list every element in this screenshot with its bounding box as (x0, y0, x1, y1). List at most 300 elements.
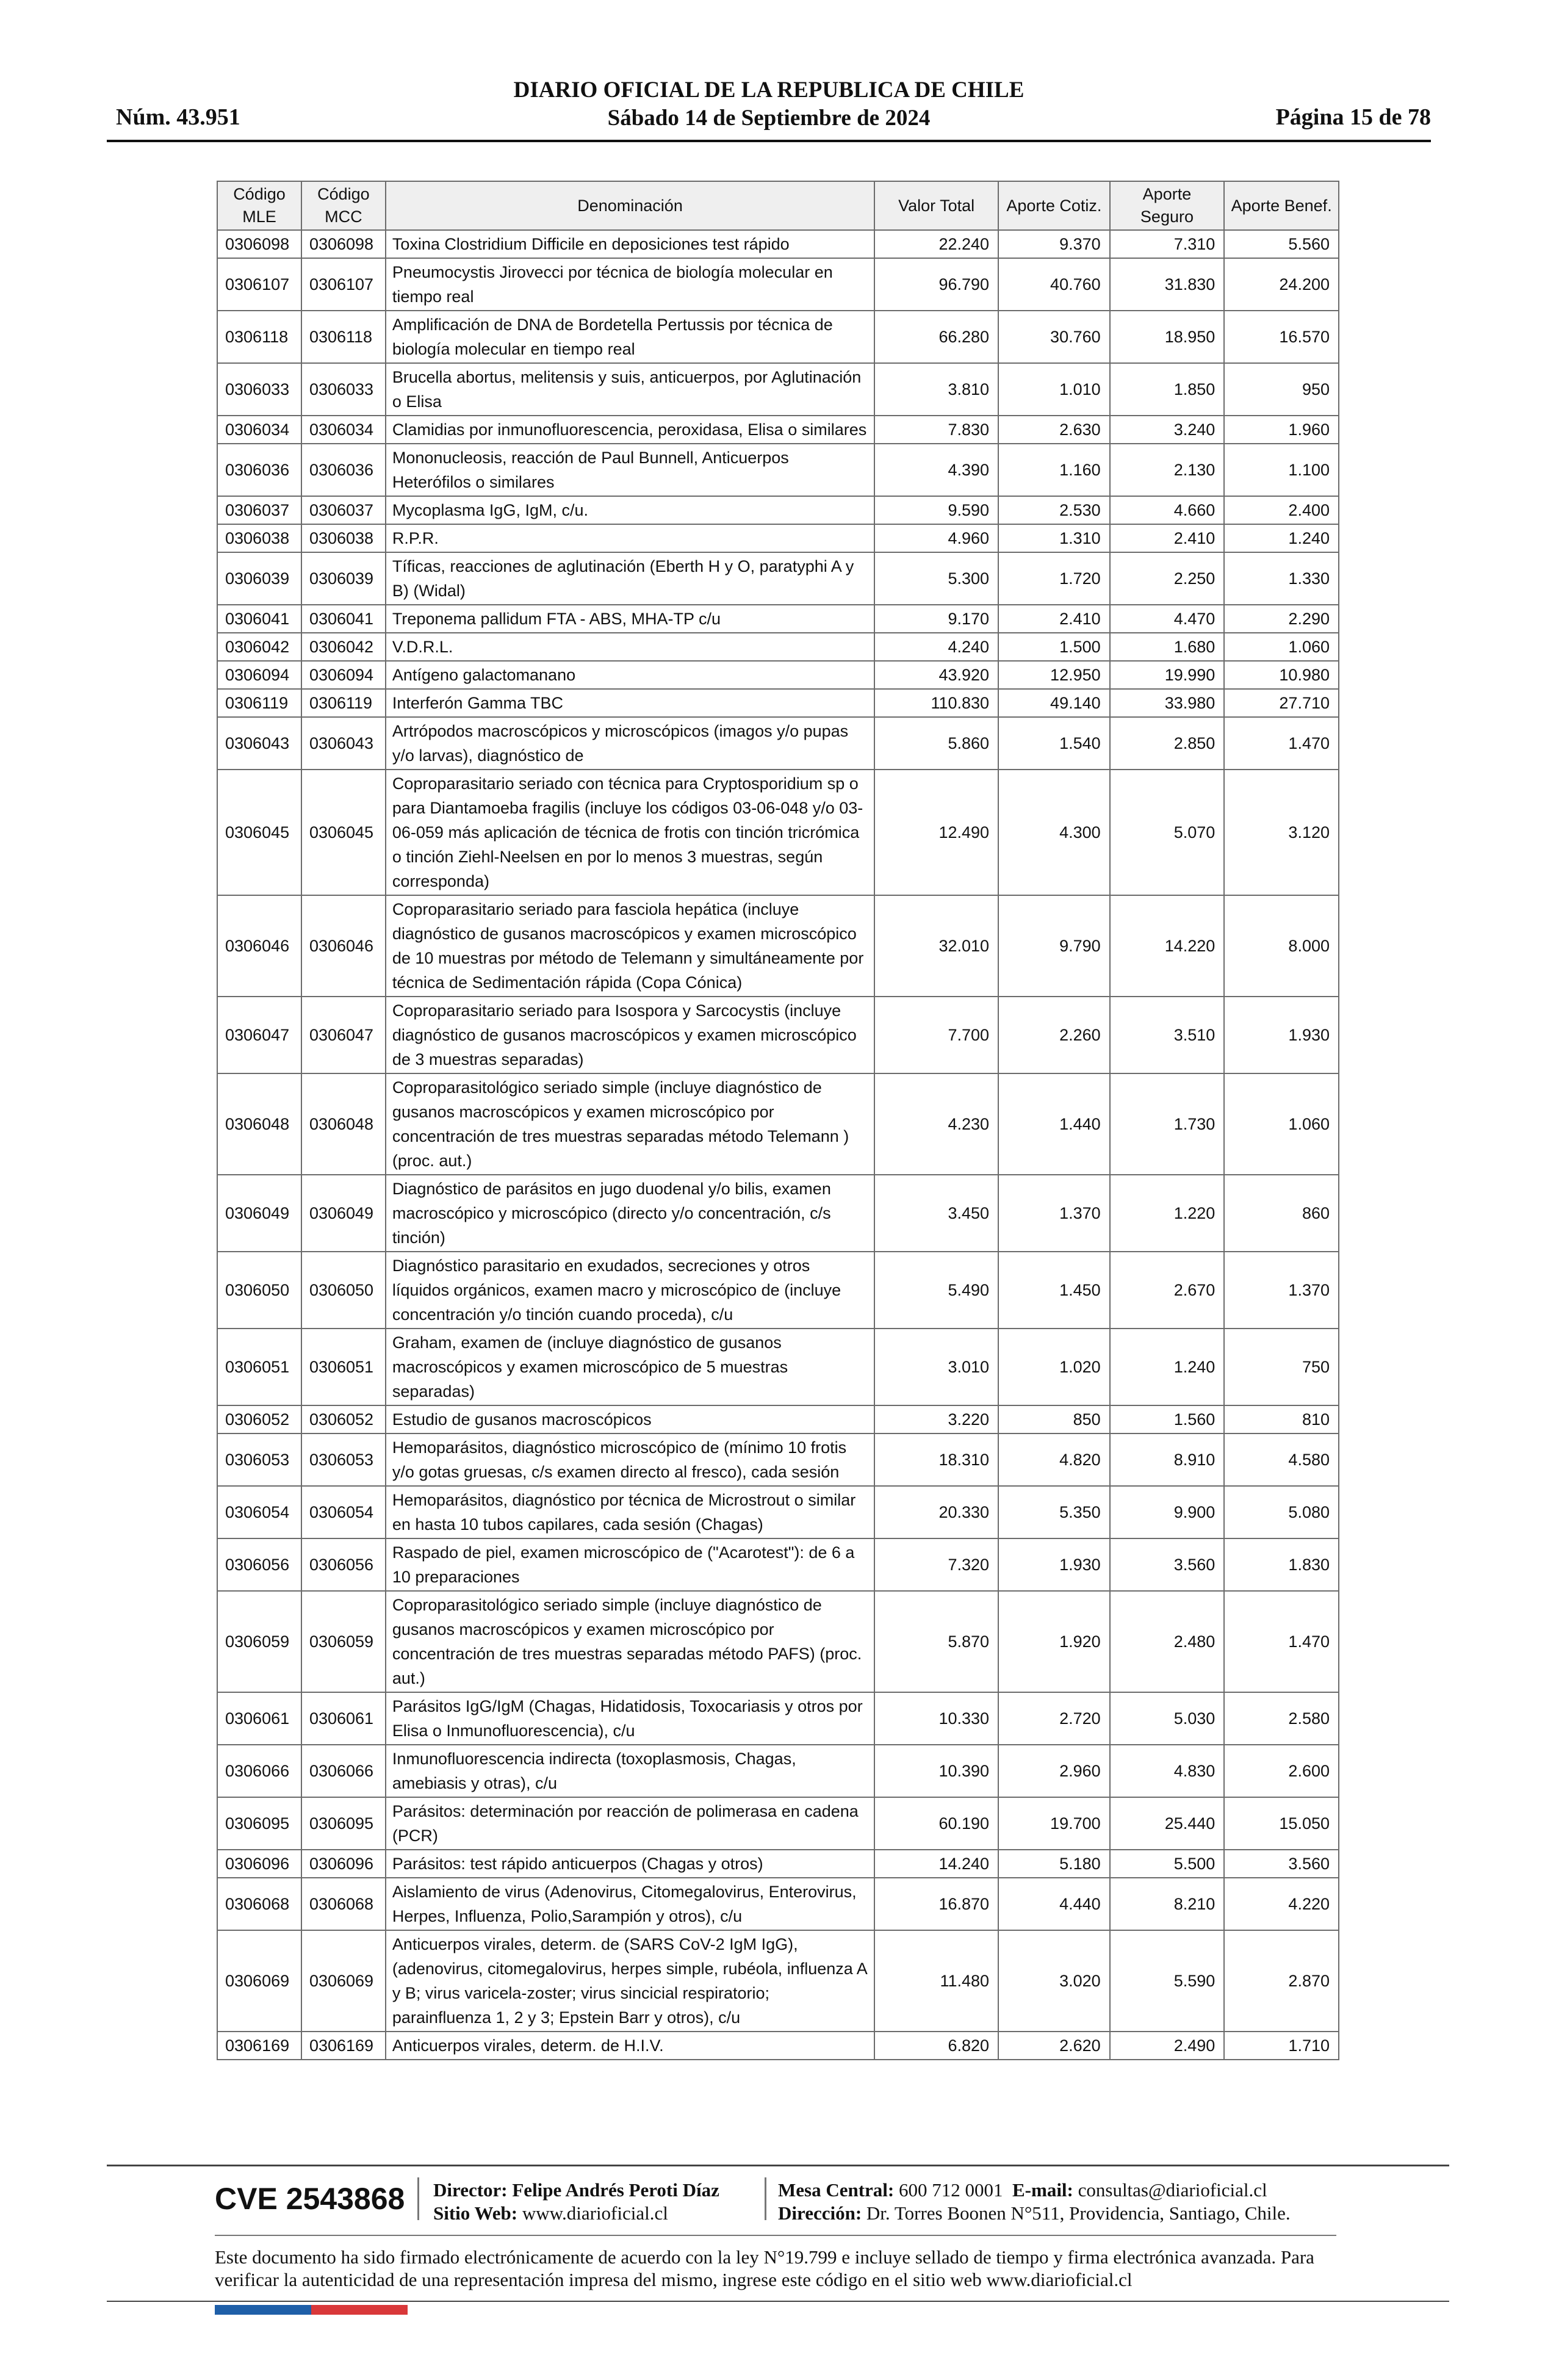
aporte-cotiz-cell: 49.140 (998, 689, 1110, 717)
codigo-mcc-cell: 0306107 (301, 258, 386, 311)
codigo-mcc-cell: 0306033 (301, 363, 386, 416)
aporte-seguro-cell: 1.240 (1110, 1329, 1225, 1405)
codigo-mle-cell: 0306066 (217, 1745, 301, 1797)
col-header-codigo-mle: Código MLE (217, 181, 301, 230)
table-row (217, 1073, 1339, 1175)
codigo-mle-cell: 0306037 (217, 496, 301, 524)
aporte-benef-cell: 2.290 (1224, 605, 1339, 633)
aporte-seguro-cell: 1.220 (1110, 1175, 1225, 1252)
table-header-row (217, 181, 1339, 230)
aporte-seguro-cell: 25.440 (1110, 1797, 1225, 1850)
denominacion-cell: Interferón Gamma TBC (386, 689, 874, 717)
valor-total-cell: 4.240 (874, 633, 998, 661)
valor-total-cell: 12.490 (874, 770, 998, 895)
denominacion-cell: Artrópodos macroscópicos y microscópicos (imagos y/o pupas y/o larvas), diagnóstico de (386, 717, 874, 770)
codigo-mle-cell: 0306038 (217, 524, 301, 552)
aporte-benef-cell: 2.600 (1224, 1745, 1339, 1797)
aporte-seguro-cell: 4.660 (1110, 496, 1225, 524)
valor-total-cell: 5.490 (874, 1252, 998, 1329)
address-text: Dr. Torres Boonen N°511, Providencia, Santiago, Chile. (866, 2202, 1291, 2224)
col-header-aporte-benef: Aporte Benef. (1224, 181, 1339, 230)
aporte-seguro-cell: 5.070 (1110, 770, 1225, 895)
table-row (217, 1850, 1339, 1878)
codigo-mcc-cell: 0306056 (301, 1538, 386, 1591)
denominacion-cell: Clamidias por inmunofluorescencia, peroxidasa, Elisa o similares (386, 416, 874, 444)
footer-separator (765, 2177, 766, 2220)
valor-total-cell: 110.830 (874, 689, 998, 717)
table-row (217, 1930, 1339, 2032)
codigo-mcc-cell: 0306053 (301, 1433, 386, 1486)
aporte-benef-cell: 1.470 (1224, 717, 1339, 770)
aporte-seguro-cell: 3.510 (1110, 997, 1225, 1073)
table-row (217, 416, 1339, 444)
denominacion-cell: Parásitos: test rápido anticuerpos (Chagas y otros) (386, 1850, 874, 1878)
valor-total-cell: 4.960 (874, 524, 998, 552)
denominacion-cell: Graham, examen de (incluye diagnóstico de gusanos macroscópicos y examen microscópico de 5 muestras separadas) (386, 1329, 874, 1405)
aporte-benef-cell: 1.060 (1224, 1073, 1339, 1175)
codigo-mle-cell: 0306068 (217, 1878, 301, 1930)
valor-total-cell: 7.830 (874, 416, 998, 444)
valor-total-cell: 5.300 (874, 552, 998, 605)
aporte-benef-cell: 1.930 (1224, 997, 1339, 1073)
codigo-mle-cell: 0306107 (217, 258, 301, 311)
valor-total-cell: 7.700 (874, 997, 998, 1073)
codigo-mcc-cell: 0306066 (301, 1745, 386, 1797)
valor-total-cell: 43.920 (874, 661, 998, 689)
aporte-cotiz-cell: 30.760 (998, 311, 1110, 363)
table-row (217, 1745, 1339, 1797)
aporte-cotiz-cell: 5.180 (998, 1850, 1110, 1878)
table-row (217, 1175, 1339, 1252)
codigo-mle-cell: 0306118 (217, 311, 301, 363)
codigo-mcc-cell: 0306043 (301, 717, 386, 770)
aporte-seguro-cell: 1.730 (1110, 1073, 1225, 1175)
codigo-mle-cell: 0306069 (217, 1930, 301, 2032)
codigo-mcc-cell: 0306051 (301, 1329, 386, 1405)
denominacion-cell: R.P.R. (386, 524, 874, 552)
aporte-benef-cell: 10.980 (1224, 661, 1339, 689)
table-row (217, 895, 1339, 997)
valor-total-cell: 4.390 (874, 444, 998, 496)
codigo-mcc-cell: 0306118 (301, 311, 386, 363)
table-row (217, 1878, 1339, 1930)
aporte-cotiz-cell: 5.350 (998, 1486, 1110, 1538)
table-row (217, 1433, 1339, 1486)
aporte-cotiz-cell: 4.440 (998, 1878, 1110, 1930)
flag-stripe-blue (215, 2305, 311, 2315)
table-row (217, 1538, 1339, 1591)
aporte-seguro-cell: 14.220 (1110, 895, 1225, 997)
codigo-mle-cell: 0306046 (217, 895, 301, 997)
aporte-seguro-cell: 18.950 (1110, 311, 1225, 363)
contact-block (778, 2179, 1291, 2225)
aporte-cotiz-cell: 4.820 (998, 1433, 1110, 1486)
codigo-mle-cell: 0306034 (217, 416, 301, 444)
aporte-benef-cell: 750 (1224, 1329, 1339, 1405)
aporte-cotiz-cell: 3.020 (998, 1930, 1110, 2032)
codigo-mle-cell: 0306033 (217, 363, 301, 416)
aporte-seguro-cell: 5.500 (1110, 1850, 1225, 1878)
footer-separator (417, 2177, 419, 2220)
aporte-benef-cell: 1.470 (1224, 1591, 1339, 1692)
codigo-mle-cell: 0306096 (217, 1850, 301, 1878)
website-label: Sitio Web: (433, 2202, 518, 2224)
aporte-benef-cell: 3.560 (1224, 1850, 1339, 1878)
valor-total-cell: 5.870 (874, 1591, 998, 1692)
aporte-cotiz-cell: 19.700 (998, 1797, 1110, 1850)
table-row (217, 997, 1339, 1073)
table-row (217, 605, 1339, 633)
codigo-mle-cell: 0306047 (217, 997, 301, 1073)
codigo-mle-cell: 0306043 (217, 717, 301, 770)
denominacion-cell: Treponema pallidum FTA - ABS, MHA-TP c/u (386, 605, 874, 633)
aporte-cotiz-cell: 2.620 (998, 2032, 1110, 2060)
phone-number: 600 712 0001 (899, 2179, 1003, 2201)
codigo-mle-cell: 0306050 (217, 1252, 301, 1329)
aporte-benef-cell: 950 (1224, 363, 1339, 416)
codigo-mle-cell: 0306169 (217, 2032, 301, 2060)
aporte-cotiz-cell: 2.410 (998, 605, 1110, 633)
denominacion-cell: Mycoplasma IgG, IgM, c/u. (386, 496, 874, 524)
aporte-cotiz-cell: 2.960 (998, 1745, 1110, 1797)
codigo-mcc-cell: 0306068 (301, 1878, 386, 1930)
table-row (217, 1405, 1339, 1433)
codigo-mcc-cell: 0306094 (301, 661, 386, 689)
aporte-cotiz-cell: 2.260 (998, 997, 1110, 1073)
denominacion-cell: Mononucleosis, reacción de Paul Bunnell, Anticuerpos Heterófilos o similares (386, 444, 874, 496)
denominacion-cell: Brucella abortus, melitensis y suis, anticuerpos, por Aglutinación o Elisa (386, 363, 874, 416)
codigo-mcc-cell: 0306119 (301, 689, 386, 717)
codigo-mcc-cell: 0306041 (301, 605, 386, 633)
denominacion-cell: Hemoparásitos, diagnóstico por técnica de Microstrout o similar en hasta 10 tubos capilares, cada sesión (Chagas) (386, 1486, 874, 1538)
aporte-cotiz-cell: 2.720 (998, 1692, 1110, 1745)
codigo-mcc-cell: 0306037 (301, 496, 386, 524)
table-row (217, 689, 1339, 717)
director-label: Director: (433, 2179, 508, 2201)
footer-divider (215, 2235, 1336, 2236)
denominacion-cell: Raspado de piel, examen microscópico de ("Acarotest"): de 6 a 10 preparaciones (386, 1538, 874, 1591)
codigo-mcc-cell: 0306045 (301, 770, 386, 895)
valor-total-cell: 7.320 (874, 1538, 998, 1591)
denominacion-cell: Pneumocystis Jirovecci por técnica de biología molecular en tiempo real (386, 258, 874, 311)
codigo-mcc-cell: 0306047 (301, 997, 386, 1073)
denominacion-cell: Amplificación de DNA de Bordetella Pertussis por técnica de biología molecular en tiempo real (386, 311, 874, 363)
aporte-benef-cell: 2.400 (1224, 496, 1339, 524)
denominacion-cell: Hemoparásitos, diagnóstico microscópico de (mínimo 10 frotis y/o gotas gruesas, c/s examen directo al fresco), cada sesión (386, 1433, 874, 1486)
codigo-mle-cell: 0306119 (217, 689, 301, 717)
aporte-seguro-cell: 5.590 (1110, 1930, 1225, 2032)
codigo-mcc-cell: 0306069 (301, 1930, 386, 2032)
signature-disclaimer: Este documento ha sido firmado electrónicamente de acuerdo con la ley N°19.799 e incluye sellado de tiempo y firma electrónica avanzada. Para verificar la autenticidad de una representación impresa del mismo, ingrese este código en el sitio web www.diarioficial.cl (215, 2246, 1314, 2290)
codigo-mcc-cell: 0306048 (301, 1073, 386, 1175)
codigo-mle-cell: 0306039 (217, 552, 301, 605)
aporte-benef-cell: 810 (1224, 1405, 1339, 1433)
aporte-benef-cell: 4.220 (1224, 1878, 1339, 1930)
flag-stripe-red (311, 2305, 408, 2315)
codigo-mle-cell: 0306051 (217, 1329, 301, 1405)
valor-total-cell: 20.330 (874, 1486, 998, 1538)
aporte-seguro-cell: 9.900 (1110, 1486, 1225, 1538)
issue-number: Núm. 43.951 (116, 104, 240, 130)
denominacion-cell: Parásitos IgG/IgM (Chagas, Hidatidosis, Toxocariasis y otros por Elisa o Inmunofluorescencia), c/u (386, 1692, 874, 1745)
aporte-cotiz-cell: 1.500 (998, 633, 1110, 661)
aporte-benef-cell: 5.560 (1224, 230, 1339, 258)
aporte-cotiz-cell: 2.630 (998, 416, 1110, 444)
aporte-benef-cell: 1.330 (1224, 552, 1339, 605)
aporte-benef-cell: 27.710 (1224, 689, 1339, 717)
publication-date: Sábado 14 de Septiembre de 2024 (607, 106, 931, 131)
table-row (217, 1591, 1339, 1692)
valor-total-cell: 96.790 (874, 258, 998, 311)
aporte-seguro-cell: 2.410 (1110, 524, 1225, 552)
aporte-benef-cell: 4.580 (1224, 1433, 1339, 1486)
phone-label: Mesa Central: (778, 2179, 895, 2201)
codigo-mle-cell: 0306041 (217, 605, 301, 633)
aporte-seguro-cell: 4.470 (1110, 605, 1225, 633)
aporte-seguro-cell: 5.030 (1110, 1692, 1225, 1745)
denominacion-cell: Coproparasitario seriado para Isospora y Sarcocystis (incluye diagnóstico de gusanos macroscópicos y examen microscópico de 3 muestras separadas) (386, 997, 874, 1073)
page-number: Página 15 de 78 (1275, 104, 1431, 130)
valor-total-cell: 32.010 (874, 895, 998, 997)
table-row (217, 496, 1339, 524)
valor-total-cell: 10.390 (874, 1745, 998, 1797)
denominacion-cell: Anticuerpos virales, determ. de (SARS CoV-2 IgM IgG), (adenovirus, citomegalovirus, herpes simple, rubéola, influenza A y B; virus varicela-zoster; virus sincicial respiratorio; parainfluenza 1, 2 y 3; Epstein Barr y otros), c/u (386, 1930, 874, 2032)
valor-total-cell: 22.240 (874, 230, 998, 258)
denominacion-cell: Coproparasitario seriado con técnica para Cryptosporidium sp o para Diantamoeba fragilis (incluye los códigos 03-06-048 y/o 03-06-059 más aplicación de técnica de frotis con tinción tricrómica o tinción Ziehl-Neelsen en por lo menos 3 muestras, según corresponda) (386, 770, 874, 895)
table-row (217, 633, 1339, 661)
aporte-benef-cell: 24.200 (1224, 258, 1339, 311)
aporte-cotiz-cell: 1.450 (998, 1252, 1110, 1329)
aporte-cotiz-cell: 1.440 (998, 1073, 1110, 1175)
denominacion-cell: Tíficas, reacciones de aglutinación (Eberth H y O, paratyphi A y B) (Widal) (386, 552, 874, 605)
denominacion-cell: Aislamiento de virus (Adenovirus, Citomegalovirus, Enterovirus, Herpes, Influenza, Polio,Sarampión y otros), c/u (386, 1878, 874, 1930)
aporte-seguro-cell: 3.560 (1110, 1538, 1225, 1591)
aporte-benef-cell: 15.050 (1224, 1797, 1339, 1850)
table-row (217, 1329, 1339, 1405)
fee-table (217, 181, 1339, 2060)
codigo-mle-cell: 0306061 (217, 1692, 301, 1745)
aporte-seguro-cell: 7.310 (1110, 230, 1225, 258)
denominacion-cell: Coproparasitológico seriado simple (incluye diagnóstico de gusanos macroscópicos y examen microscópico por concentración de tres muestras separadas método Telemann ) (proc. aut.) (386, 1073, 874, 1175)
valor-total-cell: 3.220 (874, 1405, 998, 1433)
table-row (217, 524, 1339, 552)
aporte-cotiz-cell: 40.760 (998, 258, 1110, 311)
codigo-mcc-cell: 0306036 (301, 444, 386, 496)
col-header-valor-total: Valor Total (874, 181, 998, 230)
aporte-benef-cell: 8.000 (1224, 895, 1339, 997)
aporte-seguro-cell: 2.670 (1110, 1252, 1225, 1329)
aporte-cotiz-cell: 9.790 (998, 895, 1110, 997)
aporte-seguro-cell: 2.850 (1110, 717, 1225, 770)
denominacion-cell: Diagnóstico de parásitos en jugo duodenal y/o bilis, examen macroscópico y microscópico (directo y/o concentración, c/s tinción) (386, 1175, 874, 1252)
codigo-mle-cell: 0306045 (217, 770, 301, 895)
aporte-cotiz-cell: 1.720 (998, 552, 1110, 605)
codigo-mcc-cell: 0306095 (301, 1797, 386, 1850)
aporte-seguro-cell: 1.850 (1110, 363, 1225, 416)
aporte-seguro-cell: 4.830 (1110, 1745, 1225, 1797)
aporte-cotiz-cell: 1.310 (998, 524, 1110, 552)
table-row (217, 770, 1339, 895)
denominacion-cell: Toxina Clostridium Difficile en deposiciones test rápido (386, 230, 874, 258)
codigo-mle-cell: 0306036 (217, 444, 301, 496)
website-link[interactable]: www.diarioficial.cl (522, 2202, 668, 2224)
codigo-mle-cell: 0306052 (217, 1405, 301, 1433)
table-row (217, 363, 1339, 416)
denominacion-cell: Diagnóstico parasitario en exudados, secreciones y otros líquidos orgánicos, examen macro y microscópico de (incluye concentración y/o tinción cuando proceda), c/u (386, 1252, 874, 1329)
aporte-benef-cell: 1.370 (1224, 1252, 1339, 1329)
valor-total-cell: 16.870 (874, 1878, 998, 1930)
aporte-seguro-cell: 33.980 (1110, 689, 1225, 717)
aporte-benef-cell: 16.570 (1224, 311, 1339, 363)
bottom-divider (107, 2301, 1449, 2302)
codigo-mcc-cell: 0306038 (301, 524, 386, 552)
denominacion-cell: V.D.R.L. (386, 633, 874, 661)
aporte-seguro-cell: 8.210 (1110, 1878, 1225, 1930)
aporte-seguro-cell: 19.990 (1110, 661, 1225, 689)
aporte-cotiz-cell: 1.370 (998, 1175, 1110, 1252)
codigo-mle-cell: 0306098 (217, 230, 301, 258)
aporte-benef-cell: 1.960 (1224, 416, 1339, 444)
aporte-benef-cell: 1.830 (1224, 1538, 1339, 1591)
table-row (217, 444, 1339, 496)
col-header-denominacion: Denominación (386, 181, 874, 230)
aporte-cotiz-cell: 1.020 (998, 1329, 1110, 1405)
aporte-benef-cell: 1.100 (1224, 444, 1339, 496)
aporte-seguro-cell: 2.490 (1110, 2032, 1225, 2060)
table-body (217, 230, 1339, 2060)
email-label: E-mail: (1012, 2179, 1073, 2201)
aporte-cotiz-cell: 2.530 (998, 496, 1110, 524)
codigo-mcc-cell: 0306054 (301, 1486, 386, 1538)
codigo-mcc-cell: 0306059 (301, 1591, 386, 1692)
table-row (217, 1252, 1339, 1329)
aporte-benef-cell: 1.240 (1224, 524, 1339, 552)
valor-total-cell: 18.310 (874, 1433, 998, 1486)
denominacion-cell: Coproparasitario seriado para fasciola hepática (incluye diagnóstico de gusanos macroscópicos y examen microscópico de 10 muestras por método de Telemann y simultáneamente por técnica de Sedimentación rápida (Copa Cónica) (386, 895, 874, 997)
aporte-cotiz-cell: 4.300 (998, 770, 1110, 895)
address-label: Dirección: (778, 2202, 862, 2224)
aporte-benef-cell: 1.060 (1224, 633, 1339, 661)
col-header-aporte-cotiz: Aporte Cotiz. (998, 181, 1110, 230)
codigo-mcc-cell: 0306049 (301, 1175, 386, 1252)
aporte-benef-cell: 3.120 (1224, 770, 1339, 895)
denominacion-cell: Coproparasitológico seriado simple (incluye diagnóstico de gusanos macroscópicos y examen microscópico por concentración de tres muestras separadas método PAFS) (proc. aut.) (386, 1591, 874, 1692)
newspaper-title: DIARIO OFICIAL DE LA REPUBLICA DE CHILE (513, 78, 1025, 103)
codigo-mcc-cell: 0306096 (301, 1850, 386, 1878)
aporte-seguro-cell: 2.130 (1110, 444, 1225, 496)
table-row (217, 311, 1339, 363)
director-name: Felipe Andrés Peroti Díaz (512, 2179, 719, 2201)
aporte-cotiz-cell: 1.540 (998, 717, 1110, 770)
codigo-mle-cell: 0306048 (217, 1073, 301, 1175)
valor-total-cell: 11.480 (874, 1930, 998, 2032)
valor-total-cell: 14.240 (874, 1850, 998, 1878)
denominacion-cell: Antígeno galactomanano (386, 661, 874, 689)
aporte-cotiz-cell: 9.370 (998, 230, 1110, 258)
codigo-mle-cell: 0306094 (217, 661, 301, 689)
aporte-cotiz-cell: 850 (998, 1405, 1110, 1433)
aporte-seguro-cell: 31.830 (1110, 258, 1225, 311)
table-row (217, 552, 1339, 605)
aporte-seguro-cell: 1.680 (1110, 633, 1225, 661)
codigo-mle-cell: 0306059 (217, 1591, 301, 1692)
codigo-mcc-cell: 0306098 (301, 230, 386, 258)
aporte-seguro-cell: 1.560 (1110, 1405, 1225, 1433)
codigo-mle-cell: 0306095 (217, 1797, 301, 1850)
table-row (217, 1486, 1339, 1538)
director-block (433, 2179, 719, 2225)
codigo-mle-cell: 0306056 (217, 1538, 301, 1591)
aporte-cotiz-cell: 1.010 (998, 363, 1110, 416)
page-header (107, 76, 1431, 143)
denominacion-cell: Estudio de gusanos macroscópicos (386, 1405, 874, 1433)
codigo-mcc-cell: 0306169 (301, 2032, 386, 2060)
valor-total-cell: 3.810 (874, 363, 998, 416)
aporte-benef-cell: 2.870 (1224, 1930, 1339, 2032)
table-row (217, 258, 1339, 311)
codigo-mcc-cell: 0306042 (301, 633, 386, 661)
valor-total-cell: 5.860 (874, 717, 998, 770)
aporte-seguro-cell: 3.240 (1110, 416, 1225, 444)
aporte-benef-cell: 2.580 (1224, 1692, 1339, 1745)
valor-total-cell: 10.330 (874, 1692, 998, 1745)
denominacion-cell: Parásitos: determinación por reacción de polimerasa en cadena (PCR) (386, 1797, 874, 1850)
email-link[interactable]: consultas@diarioficial.cl (1078, 2179, 1267, 2201)
codigo-mcc-cell: 0306034 (301, 416, 386, 444)
table-row (217, 661, 1339, 689)
denominacion-cell: Anticuerpos virales, determ. de H.I.V. (386, 2032, 874, 2060)
codigo-mcc-cell: 0306052 (301, 1405, 386, 1433)
aporte-cotiz-cell: 12.950 (998, 661, 1110, 689)
header-divider (107, 140, 1431, 142)
codigo-mle-cell: 0306054 (217, 1486, 301, 1538)
aporte-benef-cell: 860 (1224, 1175, 1339, 1252)
table-row (217, 230, 1339, 258)
valor-total-cell: 60.190 (874, 1797, 998, 1850)
table-row (217, 717, 1339, 770)
aporte-cotiz-cell: 1.160 (998, 444, 1110, 496)
codigo-mcc-cell: 0306046 (301, 895, 386, 997)
valor-total-cell: 6.820 (874, 2032, 998, 2060)
valor-total-cell: 9.590 (874, 496, 998, 524)
aporte-benef-cell: 5.080 (1224, 1486, 1339, 1538)
aporte-seguro-cell: 2.480 (1110, 1591, 1225, 1692)
denominacion-cell: Inmunofluorescencia indirecta (toxoplasmosis, Chagas, amebiasis y otras), c/u (386, 1745, 874, 1797)
valor-total-cell: 3.450 (874, 1175, 998, 1252)
valor-total-cell: 3.010 (874, 1329, 998, 1405)
footer-divider (107, 2165, 1449, 2166)
aporte-benef-cell: 1.710 (1224, 2032, 1339, 2060)
valor-total-cell: 4.230 (874, 1073, 998, 1175)
codigo-mle-cell: 0306053 (217, 1433, 301, 1486)
codigo-mle-cell: 0306042 (217, 633, 301, 661)
codigo-mle-cell: 0306049 (217, 1175, 301, 1252)
table-row (217, 1797, 1339, 1850)
codigo-mcc-cell: 0306050 (301, 1252, 386, 1329)
codigo-mcc-cell: 0306061 (301, 1692, 386, 1745)
valor-total-cell: 66.280 (874, 311, 998, 363)
aporte-cotiz-cell: 1.920 (998, 1591, 1110, 1692)
masthead (107, 76, 1431, 132)
col-header-codigo-mcc: Código MCC (301, 181, 386, 230)
valor-total-cell: 9.170 (874, 605, 998, 633)
cve-code: CVE 2543868 (215, 2182, 405, 2216)
col-header-aporte-seguro: Aporte Seguro (1110, 181, 1225, 230)
table-row (217, 2032, 1339, 2060)
table-row (217, 1692, 1339, 1745)
codigo-mcc-cell: 0306039 (301, 552, 386, 605)
aporte-seguro-cell: 2.250 (1110, 552, 1225, 605)
